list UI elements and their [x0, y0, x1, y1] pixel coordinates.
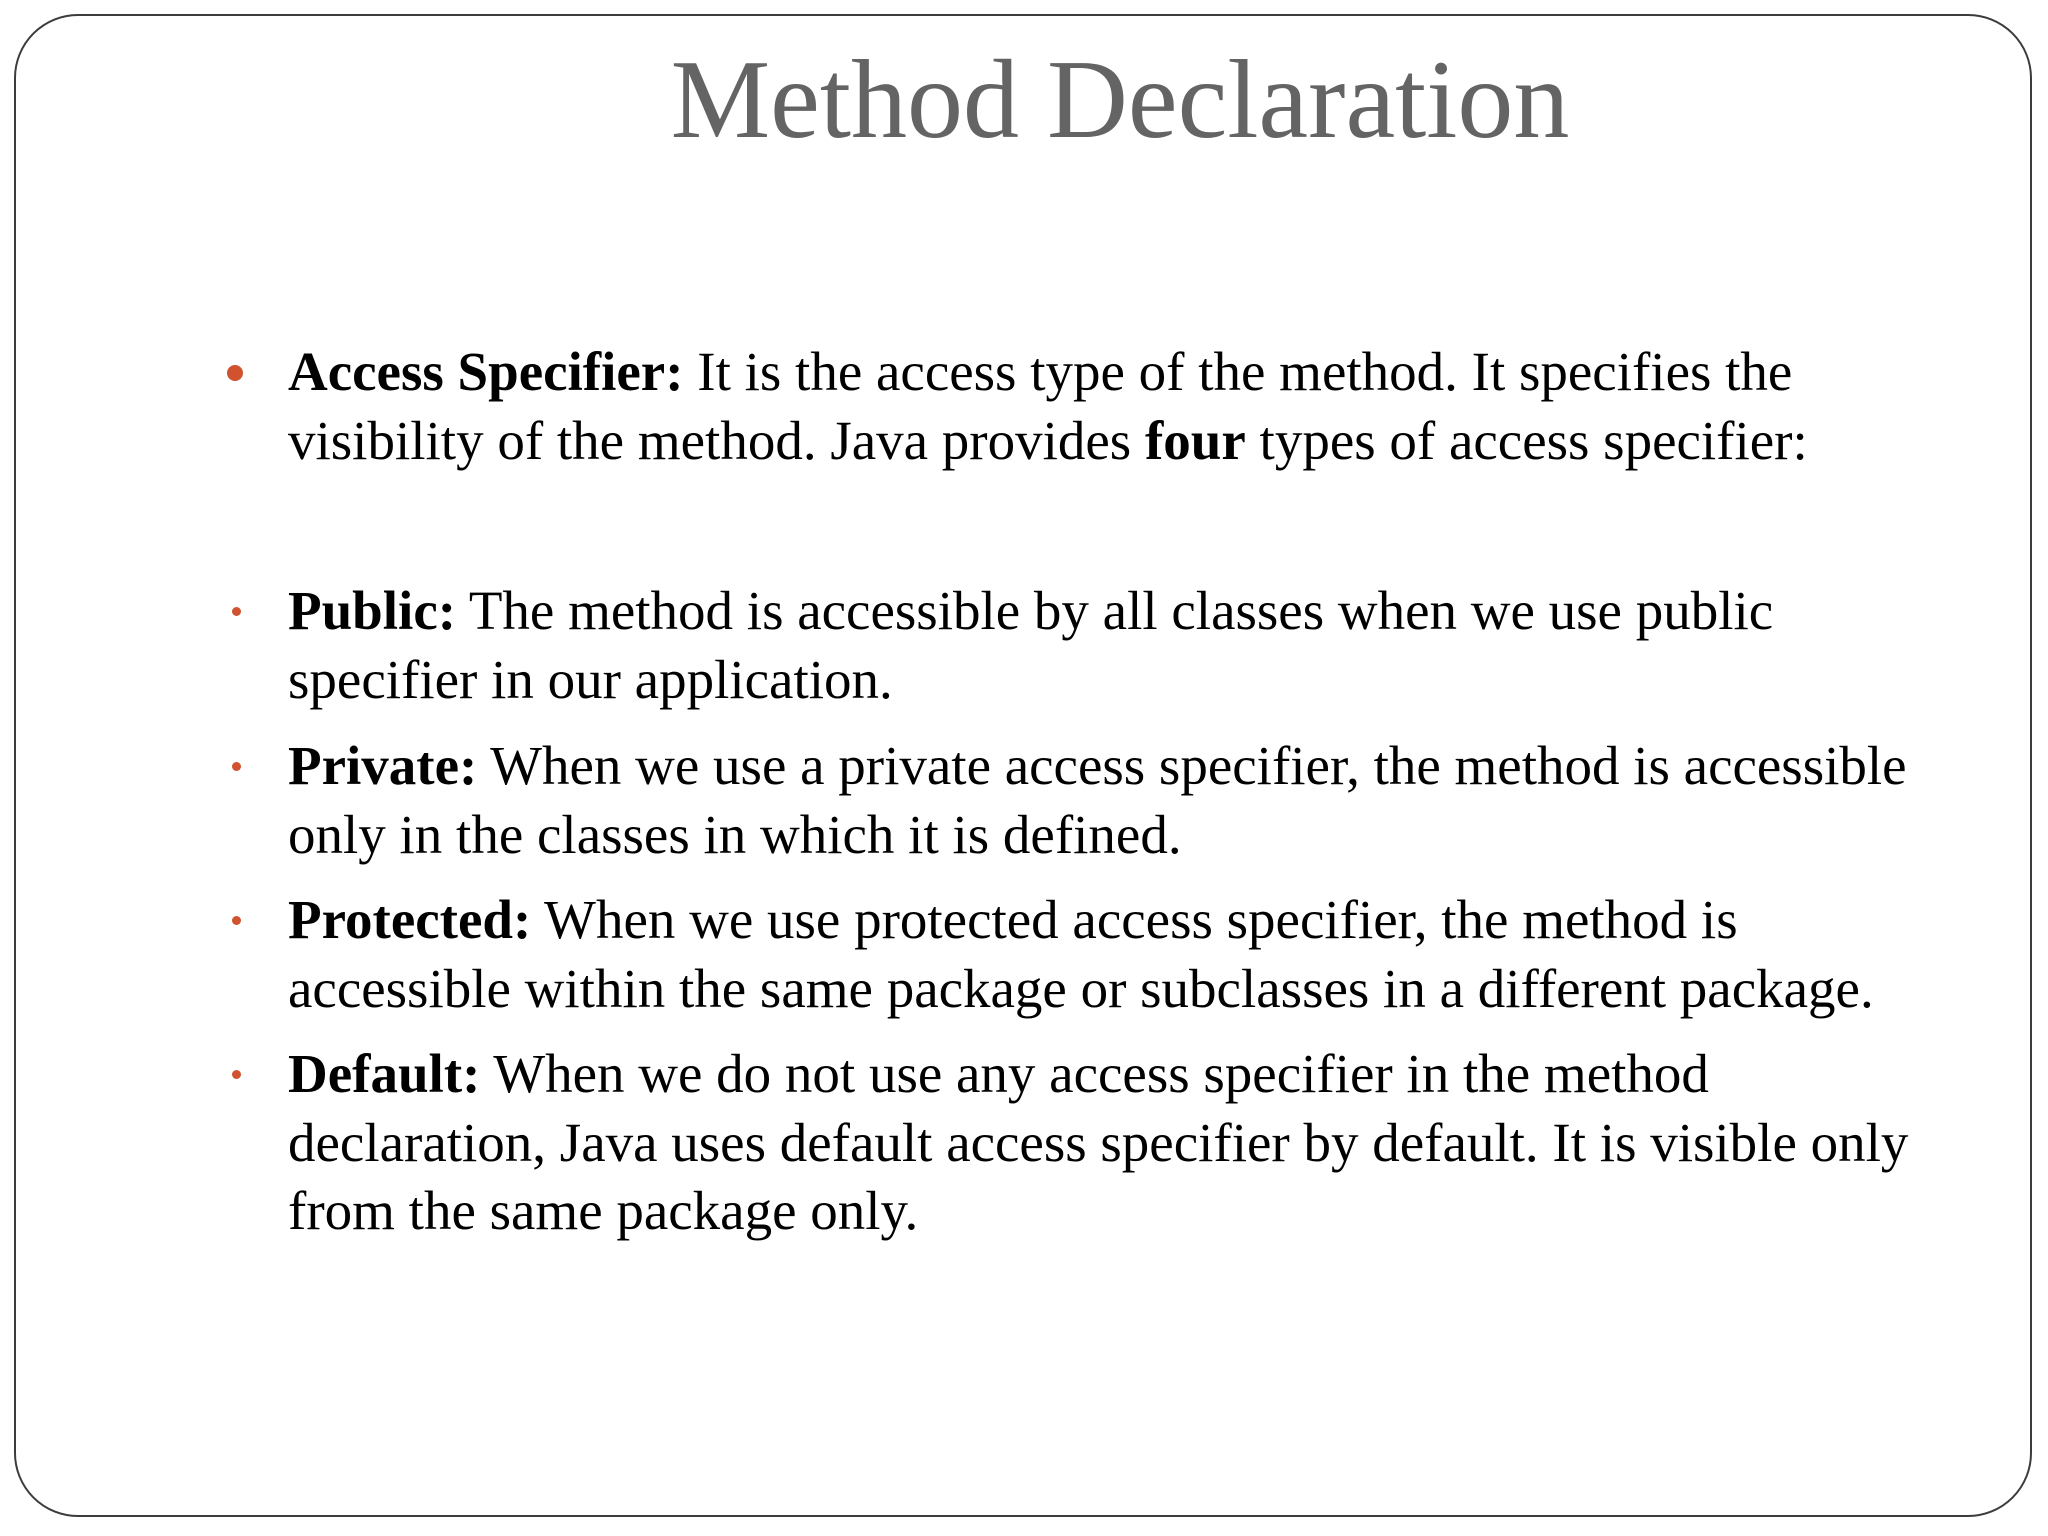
bullet-private: [288, 732, 1968, 869]
term-protected: Protected:: [288, 889, 532, 950]
term-private: Private:: [288, 735, 478, 796]
bullet-marker-icon: [232, 916, 241, 925]
description-default: When we do not use any access specifier in the method declaration, Java uses default access specifier by default. It is visible only from the same package only.: [288, 1043, 1909, 1241]
access-specifier-text-before: It is the access type of the method. It specifies the visibility of the method. Java provides: [288, 341, 1793, 471]
description-protected: When we use protected access specifier, the method is accessible within the same package or subclasses in a different package.: [288, 889, 1874, 1019]
description-private: When we use a private access specifier, the method is accessible only in the classes in which it is defined.: [288, 735, 1907, 865]
term-public: Public:: [288, 580, 457, 641]
bullet-marker-icon: [232, 1070, 241, 1079]
bullet-protected: [288, 886, 1968, 1023]
term-access-specifier: Access Specifier:: [288, 341, 684, 402]
bullet-public: [288, 577, 1968, 714]
bullet-marker-icon: [232, 762, 241, 771]
emphasis-four: four: [1144, 409, 1246, 471]
description-public: The method is accessible by all classes when we use public specifier in our application.: [288, 580, 1774, 710]
bullet-default: [288, 1040, 1968, 1246]
bullet-marker-icon: [232, 607, 241, 616]
access-specifier-text-after: types of access specifier:: [1245, 409, 1808, 471]
slide-title: Method Declaration: [670, 38, 1570, 162]
bullet-marker-icon: [227, 365, 243, 381]
bullet-access-specifier: [288, 338, 1968, 475]
term-default: Default:: [288, 1043, 481, 1104]
